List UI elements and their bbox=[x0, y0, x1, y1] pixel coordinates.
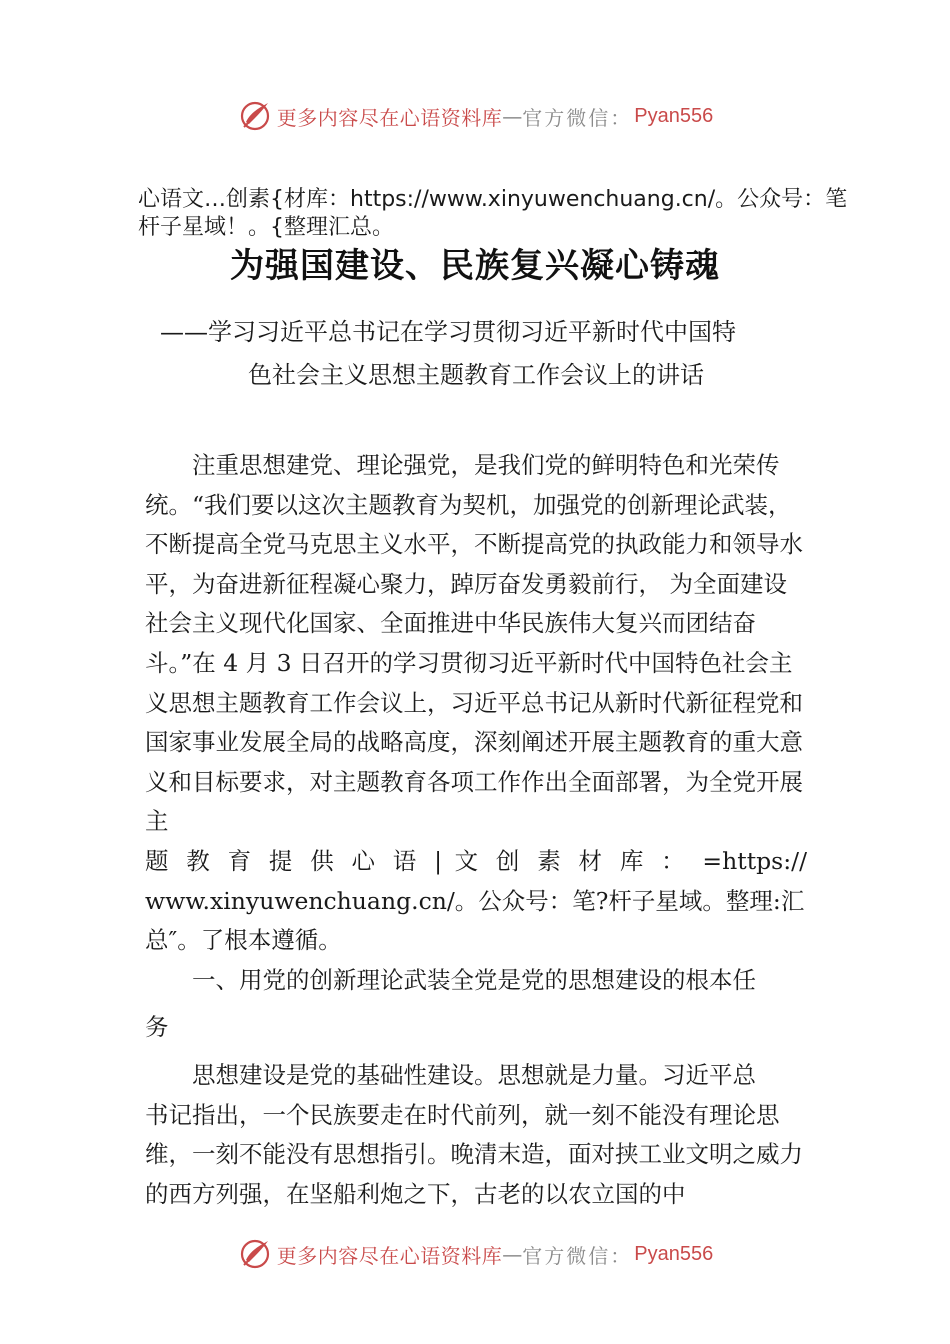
footer-banner-separator: — bbox=[502, 1242, 523, 1266]
paragraph-1-url-line: 题 教 育 提 供 心 语 | 文 创 素 材 库 ： =https:// bbox=[145, 846, 807, 875]
header-banner bbox=[0, 94, 950, 138]
footer-banner-wechat-id: Pyan556 bbox=[634, 1242, 714, 1265]
paragraph-1-tail: www.xinyuwenchuang.cn/。公众号：笔?杆子星域。整理:汇总″。了根本遵循。 bbox=[145, 886, 805, 955]
quill-logo-icon bbox=[237, 1236, 273, 1272]
subtitle-line-2: 色社会主义思想主题教育工作会议上的讲话 bbox=[248, 361, 704, 389]
quill-logo-icon bbox=[237, 98, 273, 134]
banner-title: 更多内容尽在心语资料库 bbox=[276, 105, 503, 130]
paragraph-2: 书记指出，一个民族要走在时代前列，就一刻不能没有理论思维，一刻不能没有思想指引。晚清末造，面对挟工业文明之威力的西方列强，在坚船利炮之下，古老的以农立国的中 bbox=[145, 1100, 803, 1208]
footer-banner-title: 更多内容尽在心语资料库 bbox=[276, 1243, 503, 1268]
document-body bbox=[145, 446, 807, 1214]
section-1-heading-cont: 务 bbox=[145, 1013, 169, 1042]
subtitle-line-1: ——学习习近平总书记在学习贯彻习近平新时代中国特 bbox=[160, 318, 736, 346]
footer-banner bbox=[0, 1232, 950, 1276]
paragraph-2-line-1: 思想建设是党的基础性建设。思想就是力量。习近平总 bbox=[192, 1060, 756, 1089]
footer-banner-wechat-label: 官方微信： bbox=[522, 1243, 633, 1268]
banner-wechat-label: 官方微信： bbox=[522, 105, 633, 130]
source-note: 心语文…创素{材库：https://www.xinyuwenchuang.cn/。公众号：笔杆子星域！。{整理汇总。 bbox=[138, 187, 848, 240]
section-1-heading: 一、用党的创新理论武装全党是党的思想建设的根本任 bbox=[192, 965, 756, 994]
banner-wechat-id: Pyan556 bbox=[634, 104, 714, 127]
document-title: 为强国建设、民族复兴凝心铸魂 bbox=[230, 246, 720, 286]
banner-separator: — bbox=[502, 104, 523, 128]
paragraph-1: 注重思想建党、理论强党，是我们党的鲜明特色和光荣传统。“我们要以这次主题教育为契机，加强党的创新理论武装，不断提高全党马克思主义水平，不断提高党的执政能力和领导水平，为奋进新征程凝心聚力，踔厉奋发勇毅前行， 为全面建设社会主义现代化国家、全面推进中华民族伟大复兴而团结奋斗。”在 4 月 3 日召开的学习贯彻习近平新时代中国特色社会主义思想主题教育工作会议上，习近平总书记从新时代新征程党和国家事业发展全局的战略高度，深刻阐述开展主题教育的重大意义和目标要求，对主题教育各项工作作出全面部署，为全党开展主 bbox=[145, 451, 803, 836]
